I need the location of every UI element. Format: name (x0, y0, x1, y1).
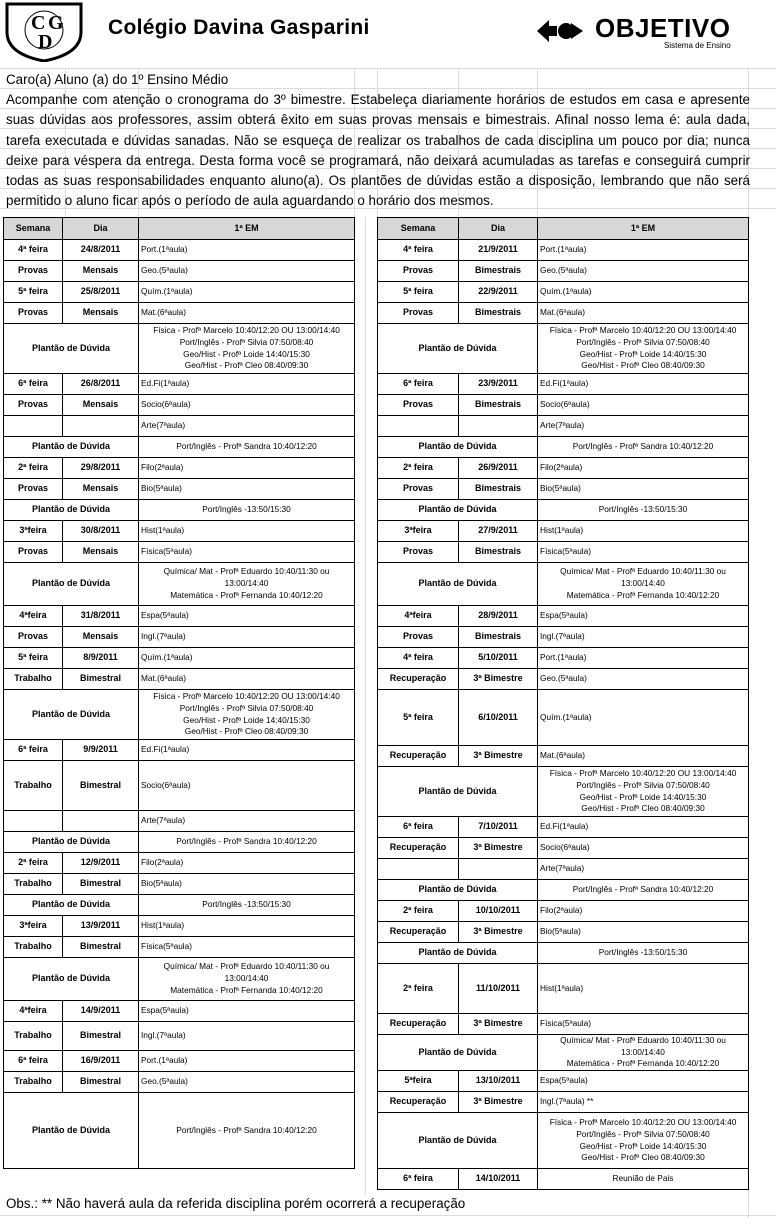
plantao-details: Química/ Mat - Profª Eduardo 10:40/11:30 ou 13:00/14:40 Matemática - Profª Fernanda 10:40/12:20 (139, 958, 355, 1001)
dia-cell: Bimestrais (459, 479, 538, 500)
dia-cell: Mensais (63, 542, 139, 563)
plantao-label: Plantão de Dúvida (378, 767, 538, 817)
subject-cell: Bio(5ªaula) (538, 922, 749, 943)
intro-text (6, 70, 750, 211)
semana-cell: 4ª feira (4, 240, 63, 261)
crest-letter: C (31, 12, 46, 34)
dia-cell: 9/9/2011 (63, 740, 139, 761)
subject-cell: Geo.(5ªaula) (139, 261, 355, 282)
table-row (4, 395, 355, 416)
subject-cell: Quím.(1ªaula) (139, 282, 355, 303)
col-header-dia: Dia (63, 218, 139, 240)
table-row (4, 479, 355, 500)
subject-cell: Espa(5ªaula) (538, 606, 749, 627)
subject-cell: Geo.(5ªaula) (538, 669, 749, 690)
table-row (378, 563, 749, 606)
intro-paragraph: Acompanhe com atenção o cronograma do 3º bimestre. Estabeleça diariamente horários de estudos em casa e apresente suas dúvidas aos professores, assim obterá êxito em suas provas mensais e bimestrais. Afinal nosso lema é: aula dada, tarefa executada e dúvidas sanadas. Não se esqueça de realizar os trabalhos de cada disciplina um pouco por dia; nunca deixe para véspera da entrega. Desta forma você se programará, não deixará acumuladas as tarefas e conseguirá cumprir todas as suas responsabilidades enquanto aluno(a). Os plantões de dúvidas estão a disposição, lembrando que não será permitido o aluno ficar após o período de aula aguardando o horário dos mesmos. (6, 92, 750, 209)
table-row (378, 458, 749, 479)
table-row (4, 853, 355, 874)
semana-cell: Trabalho (4, 761, 63, 811)
plantao-label: Plantão de Dúvida (378, 500, 538, 521)
subject-cell: Port.(1ªaula) (139, 240, 355, 261)
table-row (4, 669, 355, 690)
semana-cell: 2ª feira (4, 458, 63, 479)
plantao-label: Plantão de Dúvida (378, 563, 538, 606)
semana-cell: 2ª feira (378, 901, 459, 922)
dia-cell: 7/10/2011 (459, 817, 538, 838)
semana-cell: 6ª feira (378, 817, 459, 838)
dia-cell: 31/8/2011 (63, 606, 139, 627)
plantao-label: Plantão de Dúvida (378, 1035, 538, 1071)
subject-cell: Física(5ªaula) (538, 542, 749, 563)
subject-cell: Quím.(1ªaula) (538, 690, 749, 746)
table-row (4, 1001, 355, 1022)
dia-cell: 13/10/2011 (459, 1071, 538, 1092)
dia-cell: 6/10/2011 (459, 690, 538, 746)
table-row (378, 303, 749, 324)
semana-cell: 3ªfeira (378, 521, 459, 542)
plantao-label: Plantão de Dúvida (4, 895, 139, 916)
subject-cell: Mat.(6ªaula) (538, 303, 749, 324)
crest-letter: G (48, 12, 64, 34)
table-row (378, 1113, 749, 1169)
dia-cell: Mensais (63, 627, 139, 648)
semana-cell: Provas (4, 261, 63, 282)
dia-cell: 3ª Bimestre (459, 922, 538, 943)
table-row (4, 303, 355, 324)
semana-cell: 4ªfeira (4, 606, 63, 627)
semana-cell: 5ª feira (4, 282, 63, 303)
table-row (4, 740, 355, 761)
table-row (378, 500, 749, 521)
dia-cell: Bimestrais (459, 261, 538, 282)
plantao-details: Química/ Mat - Profª Eduardo 10:40/11:30 ou 13:00/14:40 Matemática - Profª Fernanda 10:40/12:20 (538, 1035, 749, 1071)
plantao-details: Port/Inglês - Profª Sandra 10:40/12:20 (538, 880, 749, 901)
table-row (378, 282, 749, 303)
subject-cell: Ingl.(7ªaula) (139, 1022, 355, 1051)
school-crest-logo (4, 2, 84, 62)
table-row (4, 1051, 355, 1072)
dia-cell: Mensais (63, 479, 139, 500)
table-row (378, 521, 749, 542)
subject-cell: Hist(1ªaula) (538, 964, 749, 1014)
dia-cell: Bimestrais (459, 627, 538, 648)
subject-cell: Arte(7ªaula) (139, 416, 355, 437)
dia-cell (459, 416, 538, 437)
semana-cell: Trabalho (4, 1072, 63, 1093)
subject-cell: Ingl.(7ªaula) (538, 627, 749, 648)
semana-cell (4, 416, 63, 437)
dia-cell: 28/9/2011 (459, 606, 538, 627)
dia-cell: 3ª Bimestre (459, 1092, 538, 1113)
plantao-details: Física - Profª Marcelo 10:40/12:20 OU 13:00/14:40 Port/Inglês - Profª Silvia 07:50/08:40 Geo/Hist - Profª Loide 14:40/15:30 Geo/Hist - Profª Cleo 08:40/09:30 (139, 324, 355, 374)
subject-cell: Bio(5ªaula) (139, 874, 355, 895)
table-row (378, 437, 749, 458)
semana-cell: Provas (4, 542, 63, 563)
table-row (378, 964, 749, 1014)
subject-cell: Socio(6ªaula) (538, 395, 749, 416)
subject-cell: Física(5ªaula) (139, 542, 355, 563)
col-header-dia: Dia (459, 218, 538, 240)
school-name: Colégio Davina Gasparini (108, 16, 370, 39)
dia-cell: 21/9/2011 (459, 240, 538, 261)
table-row (378, 324, 749, 374)
dia-cell: Bimestral (63, 669, 139, 690)
subject-cell: Reunião de Pais (538, 1169, 749, 1190)
semana-cell: 3ªfeira (4, 916, 63, 937)
dia-cell: Mensais (63, 395, 139, 416)
table-row (4, 895, 355, 916)
subject-cell: Espa(5ªaula) (139, 606, 355, 627)
semana-cell: Provas (4, 479, 63, 500)
table-row (4, 761, 355, 811)
table-row (4, 811, 355, 832)
subject-cell: Port.(1ªaula) (139, 1051, 355, 1072)
plantao-details: Port/Inglês - Profª Sandra 10:40/12:20 (139, 437, 355, 458)
semana-cell: Trabalho (4, 937, 63, 958)
dia-cell: 13/9/2011 (63, 916, 139, 937)
table-row (4, 563, 355, 606)
semana-cell: Provas (4, 395, 63, 416)
plantao-label: Plantão de Dúvida (4, 1093, 139, 1169)
subject-cell: Geo.(5ªaula) (538, 261, 749, 282)
subject-cell: Mat.(6ªaula) (538, 746, 749, 767)
table-row (378, 606, 749, 627)
dia-cell: 5/10/2011 (459, 648, 538, 669)
dia-cell (63, 416, 139, 437)
subject-cell: Filo(2ªaula) (139, 853, 355, 874)
table-row (4, 240, 355, 261)
semana-cell: Trabalho (4, 669, 63, 690)
semana-cell: 6ª feira (4, 1051, 63, 1072)
plantao-label: Plantão de Dúvida (378, 943, 538, 964)
subject-cell: Arte(7ªaula) (538, 416, 749, 437)
semana-cell: Recuperação (378, 922, 459, 943)
semana-cell (378, 859, 459, 880)
plantao-label: Plantão de Dúvida (378, 1113, 538, 1169)
dia-cell: 16/9/2011 (63, 1051, 139, 1072)
semana-cell (378, 416, 459, 437)
subject-cell: Filo(2ªaula) (538, 458, 749, 479)
gridline (0, 68, 776, 69)
objetivo-arrow-icon (535, 18, 585, 44)
subject-cell: Mat.(6ªaula) (139, 669, 355, 690)
semana-cell: 6ª feira (4, 374, 63, 395)
table-row (378, 943, 749, 964)
schedule-table-right (377, 217, 749, 1190)
table-row (4, 416, 355, 437)
dia-cell: 3ª Bimestre (459, 1014, 538, 1035)
subject-cell: Port.(1ªaula) (538, 240, 749, 261)
table-row (378, 859, 749, 880)
plantao-details: Física - Profª Marcelo 10:40/12:20 OU 13:00/14:40 Port/Inglês - Profª Silvia 07:50/08:40 Geo/Hist - Profª Loide 14:40/15:30 Geo/Hist - Profª Cleo 08:40/09:30 (139, 690, 355, 740)
semana-cell: Trabalho (4, 1022, 63, 1051)
schedule-table-left (3, 217, 355, 1169)
dia-cell: 8/9/2011 (63, 648, 139, 669)
table-row (4, 1022, 355, 1051)
dia-cell: Bimestrais (459, 303, 538, 324)
table-row (4, 542, 355, 563)
subject-cell: Hist(1ªaula) (538, 521, 749, 542)
dia-cell: 22/9/2011 (459, 282, 538, 303)
subject-cell: Física(5ªaula) (538, 1014, 749, 1035)
plantao-details: Port/Inglês -13:50/15:30 (538, 943, 749, 964)
subject-cell: Bio(5ªaula) (538, 479, 749, 500)
subject-cell: Espa(5ªaula) (139, 1001, 355, 1022)
subject-cell: Socio(6ªaula) (139, 395, 355, 416)
dia-cell: Bimestral (63, 1072, 139, 1093)
subject-cell: Ed.Fi(1ªaula) (538, 374, 749, 395)
observation-note: Obs.: ** Não haverá aula da referida disciplina porém ocorrerá a recuperação (6, 1196, 466, 1211)
semana-cell: 3ªfeira (4, 521, 63, 542)
table-row (378, 690, 749, 746)
dia-cell: 30/8/2011 (63, 521, 139, 542)
dia-cell: 25/8/2011 (63, 282, 139, 303)
dia-cell: Bimestral (63, 761, 139, 811)
subject-cell: Ingl.(7ªaula) ** (538, 1092, 749, 1113)
plantao-details: Química/ Mat - Profª Eduardo 10:40/11:30 ou 13:00/14:40 Matemática - Profª Fernanda 10:40/12:20 (139, 563, 355, 606)
plantao-label: Plantão de Dúvida (378, 880, 538, 901)
table-row (378, 901, 749, 922)
subject-cell: Quím.(1ªaula) (139, 648, 355, 669)
table-row (4, 958, 355, 1001)
plantao-details: Port/Inglês - Profª Sandra 10:40/12:20 (139, 1093, 355, 1169)
semana-cell: Provas (378, 303, 459, 324)
subject-cell: Ed.Fi(1ªaula) (538, 817, 749, 838)
semana-cell (4, 811, 63, 832)
semana-cell: 4ª feira (378, 240, 459, 261)
subject-cell: Ingl.(7ªaula) (139, 627, 355, 648)
col-header-turma: 1ª EM (139, 218, 355, 240)
plantao-details: Port/Inglês -13:50/15:30 (139, 500, 355, 521)
subject-cell: Espa(5ªaula) (538, 1071, 749, 1092)
plantao-label: Plantão de Dúvida (4, 958, 139, 1001)
intro-greeting: Caro(a) Aluno (a) do 1º Ensino Médio (6, 72, 229, 87)
dia-cell: 12/9/2011 (63, 853, 139, 874)
dia-cell: 29/8/2011 (63, 458, 139, 479)
plantao-details: Física - Profª Marcelo 10:40/12:20 OU 13:00/14:40 Port/Inglês - Profª Silvia 07:50/08:40 Geo/Hist - Profª Loide 14:40/15:30 Geo/Hist - Profª Cleo 08:40/09:30 (538, 767, 749, 817)
table-row (378, 416, 749, 437)
semana-cell: 5ªfeira (378, 1071, 459, 1092)
semana-cell: 5ª feira (4, 648, 63, 669)
subject-cell: Filo(2ªaula) (139, 458, 355, 479)
table-row (378, 767, 749, 817)
plantao-details: Química/ Mat - Profª Eduardo 10:40/11:30 ou 13:00/14:40 Matemática - Profª Fernanda 10:40/12:20 (538, 563, 749, 606)
dia-cell: 3ª Bimestre (459, 838, 538, 859)
subject-cell: Bio(5ªaula) (139, 479, 355, 500)
semana-cell: 5ª feira (378, 690, 459, 746)
dia-cell: 26/9/2011 (459, 458, 538, 479)
semana-cell: 6ª feira (378, 1169, 459, 1190)
semana-cell: Recuperação (378, 838, 459, 859)
table-row (4, 1093, 355, 1169)
subject-cell: Geo.(5ªaula) (139, 1072, 355, 1093)
table-row (378, 479, 749, 500)
table-row (378, 240, 749, 261)
col-header-turma: 1ª EM (538, 218, 749, 240)
brand-name: OBJETIVO (595, 13, 731, 43)
table-row (4, 500, 355, 521)
subject-cell: Hist(1ªaula) (139, 521, 355, 542)
table-row (378, 838, 749, 859)
table-row (4, 648, 355, 669)
table-row (378, 542, 749, 563)
plantao-label: Plantão de Dúvida (4, 437, 139, 458)
dia-cell: Bimestrais (459, 395, 538, 416)
subject-cell: Mat.(6ªaula) (139, 303, 355, 324)
dia-cell: Bimestral (63, 874, 139, 895)
plantao-label: Plantão de Dúvida (378, 437, 538, 458)
crest-letter: D (38, 31, 53, 53)
semana-cell: Recuperação (378, 746, 459, 767)
subject-cell: Ed.Fi(1ªaula) (139, 374, 355, 395)
col-header-semana: Semana (4, 218, 63, 240)
plantao-label: Plantão de Dúvida (378, 324, 538, 374)
dia-cell: 14/9/2011 (63, 1001, 139, 1022)
plantao-label: Plantão de Dúvida (4, 563, 139, 606)
semana-cell: Provas (378, 261, 459, 282)
table-row (4, 690, 355, 740)
table-row (4, 832, 355, 853)
dia-cell: 14/10/2011 (459, 1169, 538, 1190)
subject-cell: Arte(7ªaula) (139, 811, 355, 832)
table-row (4, 627, 355, 648)
dia-cell: Mensais (63, 303, 139, 324)
table-row (4, 282, 355, 303)
plantao-details: Física - Profª Marcelo 10:40/12:20 OU 13:00/14:40 Port/Inglês - Profª Silvia 07:50/08:40 Geo/Hist - Profª Loide 14:40/15:30 Geo/Hist - Profª Cleo 08:40/09:30 (538, 324, 749, 374)
semana-cell: Provas (4, 627, 63, 648)
subject-cell: Quím.(1ªaula) (538, 282, 749, 303)
semana-cell: Recuperação (378, 1014, 459, 1035)
subject-cell: Hist(1ªaula) (139, 916, 355, 937)
plantao-label: Plantão de Dúvida (4, 690, 139, 740)
dia-cell: 3ª Bimestre (459, 669, 538, 690)
subject-cell: Socio(6ªaula) (139, 761, 355, 811)
semana-cell: 4ª feira (378, 648, 459, 669)
table-row (4, 606, 355, 627)
table-row (4, 437, 355, 458)
subject-cell: Ed.Fi(1ªaula) (139, 740, 355, 761)
semana-cell: 2ª feira (378, 458, 459, 479)
semana-cell: 2ª feira (4, 853, 63, 874)
table-row (4, 874, 355, 895)
subject-cell: Física(5ªaula) (139, 937, 355, 958)
table-row (378, 374, 749, 395)
table-row (378, 1071, 749, 1092)
semana-cell: 6ª feira (4, 740, 63, 761)
col-header-semana: Semana (378, 218, 459, 240)
table-row (378, 1035, 749, 1071)
table-row (378, 817, 749, 838)
table-row (4, 1072, 355, 1093)
semana-cell: 6ª feira (378, 374, 459, 395)
table-row (378, 1014, 749, 1035)
header (0, 0, 776, 68)
semana-cell: 4ªfeira (378, 606, 459, 627)
table-row (378, 261, 749, 282)
semana-cell: Provas (378, 627, 459, 648)
dia-cell: 23/9/2011 (459, 374, 538, 395)
gridline (0, 1215, 776, 1216)
subject-cell: Port.(1ªaula) (538, 648, 749, 669)
table-row (378, 648, 749, 669)
table-row (378, 1092, 749, 1113)
semana-cell: Provas (4, 303, 63, 324)
table-row (378, 627, 749, 648)
plantao-details: Port/Inglês - Profª Sandra 10:40/12:20 (538, 437, 749, 458)
dia-cell: 10/10/2011 (459, 901, 538, 922)
semana-cell: Provas (378, 395, 459, 416)
table-row (4, 374, 355, 395)
plantao-details: Física - Profª Marcelo 10:40/12:20 OU 13:00/14:40 Port/Inglês - Profª Silvia 07:50/08:40 Geo/Hist - Profª Loide 14:40/15:30 Geo/Hist - Profª Cleo 08:40/09:30 (538, 1113, 749, 1169)
dia-cell: 27/9/2011 (459, 521, 538, 542)
brand-subtitle: Sistema de Ensino (664, 41, 731, 50)
dia-cell (459, 859, 538, 880)
plantao-details: Port/Inglês -13:50/15:30 (139, 895, 355, 916)
dia-cell: 24/8/2011 (63, 240, 139, 261)
plantao-label: Plantão de Dúvida (4, 324, 139, 374)
plantao-label: Plantão de Dúvida (4, 832, 139, 853)
table-row (4, 324, 355, 374)
dia-cell: 3ª Bimestre (459, 746, 538, 767)
dia-cell: 26/8/2011 (63, 374, 139, 395)
table-row (378, 1169, 749, 1190)
table-row (4, 458, 355, 479)
dia-cell: Bimestral (63, 937, 139, 958)
table-row (4, 261, 355, 282)
table-row (378, 922, 749, 943)
plantao-details: Port/Inglês -13:50/15:30 (538, 500, 749, 521)
dia-cell: Bimestral (63, 1022, 139, 1051)
plantao-details: Port/Inglês - Profª Sandra 10:40/12:20 (139, 832, 355, 853)
semana-cell: 2ª feira (378, 964, 459, 1014)
table-row (4, 937, 355, 958)
subject-cell: Filo(2ªaula) (538, 901, 749, 922)
table-row (378, 746, 749, 767)
gridline (365, 217, 366, 1195)
table-row (378, 395, 749, 416)
semana-cell: Recuperação (378, 1092, 459, 1113)
subject-cell: Arte(7ªaula) (538, 859, 749, 880)
semana-cell: Trabalho (4, 874, 63, 895)
semana-cell: Recuperação (378, 669, 459, 690)
semana-cell: Provas (378, 479, 459, 500)
dia-cell: Mensais (63, 261, 139, 282)
table-row (4, 916, 355, 937)
plantao-label: Plantão de Dúvida (4, 500, 139, 521)
table-row (4, 521, 355, 542)
dia-cell: Bimestrais (459, 542, 538, 563)
dia-cell: 11/10/2011 (459, 964, 538, 1014)
subject-cell: Socio(6ªaula) (538, 838, 749, 859)
dia-cell (63, 811, 139, 832)
semana-cell: 5ª feira (378, 282, 459, 303)
semana-cell: Provas (378, 542, 459, 563)
table-row (378, 669, 749, 690)
table-row (378, 880, 749, 901)
semana-cell: 4ªfeira (4, 1001, 63, 1022)
